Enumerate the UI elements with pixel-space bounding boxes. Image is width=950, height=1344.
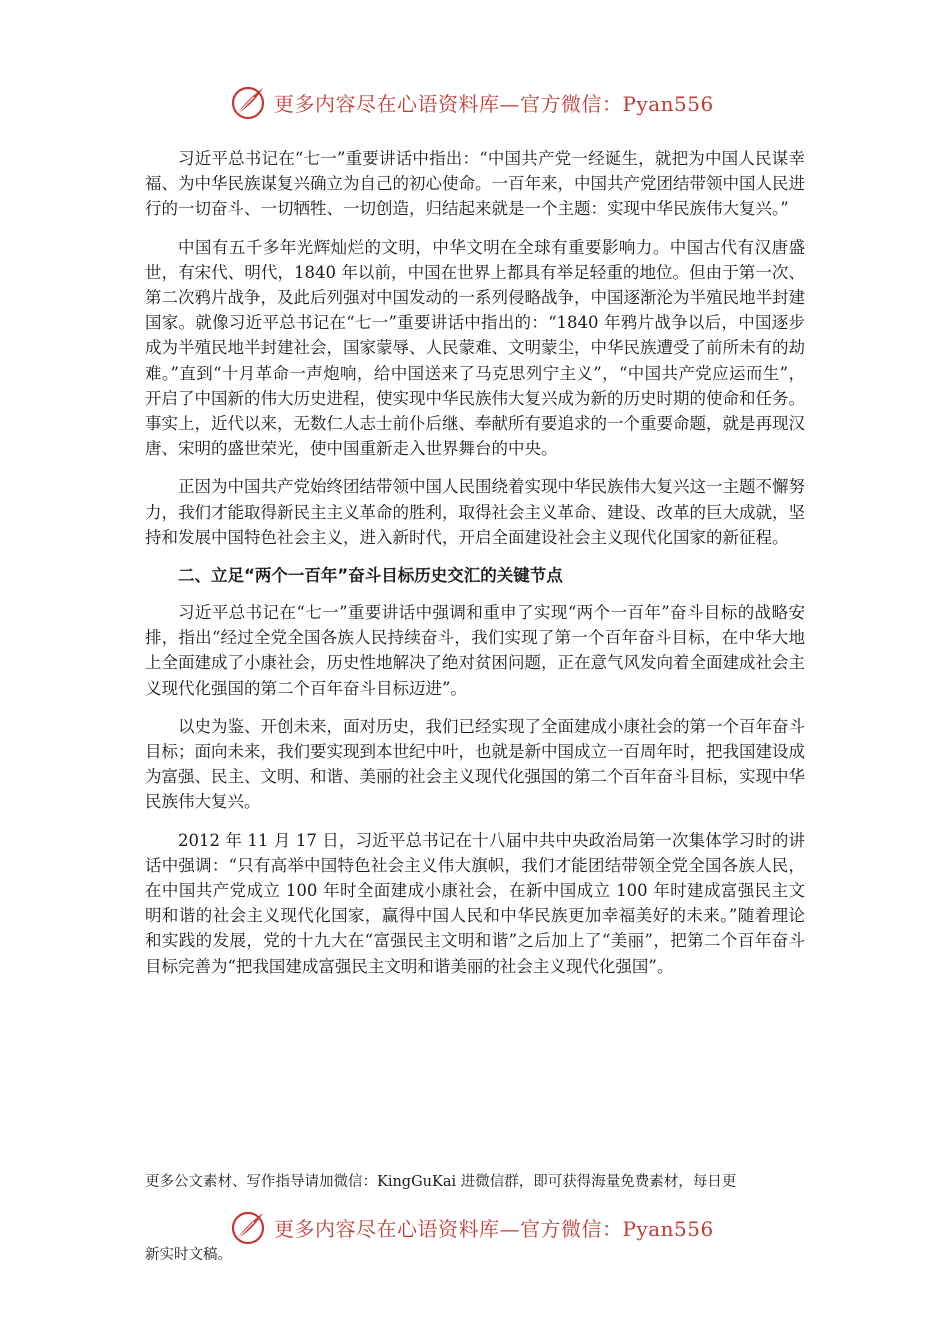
banner-wechat-id: Pyan556: [622, 91, 714, 116]
paragraph: 以史为鉴、开创未来，面对历史，我们已经实现了全面建成小康社会的第一个百年奋斗目标；面向未来，我们要实现到本世纪中叶，也就是新中国成立一百周年时，把我国建设成为富强、民主、文明、和谐、美丽的社会主义现代化强国的第二个百年奋斗目标，实现中华民族伟大复兴。: [145, 716, 805, 812]
paragraph: 中国有五千多年光辉灿烂的文明，中华文明在全球有重要影响力。中国古代有汉唐盛世，有宋代、明代，1840 年以前，中国在世界上都具有举足轻重的地位。但由于第一次、第二次鸦片战争，及此后列强对中国发动的一系列侵略战争，中国逐渐沦为半殖民地半封建国家。就像习近平总书记在“七一”重要讲话中指出的：“1840 年鸦片战争以后，中国逐步成为半殖民地半封建社会，国家蒙辱、人民蒙难、文明蒙尘，中华民族遭受了前所未有的劫难。”直到“十月革命一声炮响，给中国送来了马克思列宁主义”，“中国共产党应运而生”，开启了中国新的伟大历史进程，使实现中华民族伟大复兴成为新的历史时期的使命和任务。事实上，近代以来，无数仁人志士前仆后继、奉献所有要追求的一个重要命题，就是再现汉唐、宋明的盛世荣光，使中国重新走入世界舞台的中央。: [145, 237, 805, 459]
banner-wechat-id: Pyan556: [622, 1216, 714, 1241]
paragraph: 习近平总书记在“七一”重要讲话中强调和重申了实现“两个一百年”奋斗目标的战略安排，指出“经过全党全国各族人民持续奋斗，我们实现了第一个百年奋斗目标，在中华大地上全面建成了小康社会，历史性地解决了绝对贫困问题，正在意气风发向着全面建成社会主义现代化强国的第二个百年奋斗目标迈进”。: [145, 603, 805, 698]
document-body: [145, 146, 805, 992]
paragraph: 习近平总书记在“七一”重要讲话中指出：“中国共产党一经诞生，就把为中国人民谋幸福、为中华民族谋复兴确立为自己的初心使命。一百年来，中国共产党团结带领中国人民进行的一切奋斗、一切牺牲、一切创造，归结起来就是一个主题：实现中华民族伟大复兴。”: [145, 149, 805, 219]
section-heading: 二、立足“两个一百年”奋斗目标历史交汇的关键节点: [178, 566, 563, 586]
header-banner: [228, 80, 748, 124]
banner-text: 更多内容尽在心语资料库—官方微信：Pyan556: [274, 1216, 714, 1241]
banner-text: 更多内容尽在心语资料库—官方微信：Pyan556: [274, 91, 714, 116]
footer-note: 更多公文素材、写作指导请加微信：KingGuKai 进微信群，即可获得海量免费素材，每日更: [145, 1174, 737, 1190]
footer-note-continued: 新实时文稿。: [145, 1247, 232, 1263]
footer-banner: [228, 1205, 748, 1249]
paragraph: 2012 年 11 月 17 日，习近平总书记在十八届中共中央政治局第一次集体学习时的讲话中强调：“只有高举中国特色社会主义伟大旗帜，我们才能团结带领全党全国各族人民，在中国共产党成立 100 年时全面建成小康社会，在新中国成立 100 年时建成富强民主文明和谐的社会主义现代化国家，赢得中国人民和中华民族更加幸福美好的未来。”随着理论和实践的发展，党的十九大在“富强民主文明和谐”之后加上了“美丽”，把第二个百年奋斗目标完善为“把我国建成富强民主文明和谐美丽的社会主义现代化强国”。: [145, 830, 805, 976]
quill-pen-logo-icon: [228, 1207, 268, 1247]
paragraph: 正因为中国共产党始终团结带领中国人民围绕着实现中华民族伟大复兴这一主题不懈努力，我们才能取得新民主主义革命的胜利，取得社会主义革命、建设、改革的巨大成就，坚持和发展中国特色社会主义，进入新时代，开启全面建设社会主义现代化国家的新征程。: [145, 477, 805, 547]
quill-pen-logo-icon: [228, 82, 268, 122]
